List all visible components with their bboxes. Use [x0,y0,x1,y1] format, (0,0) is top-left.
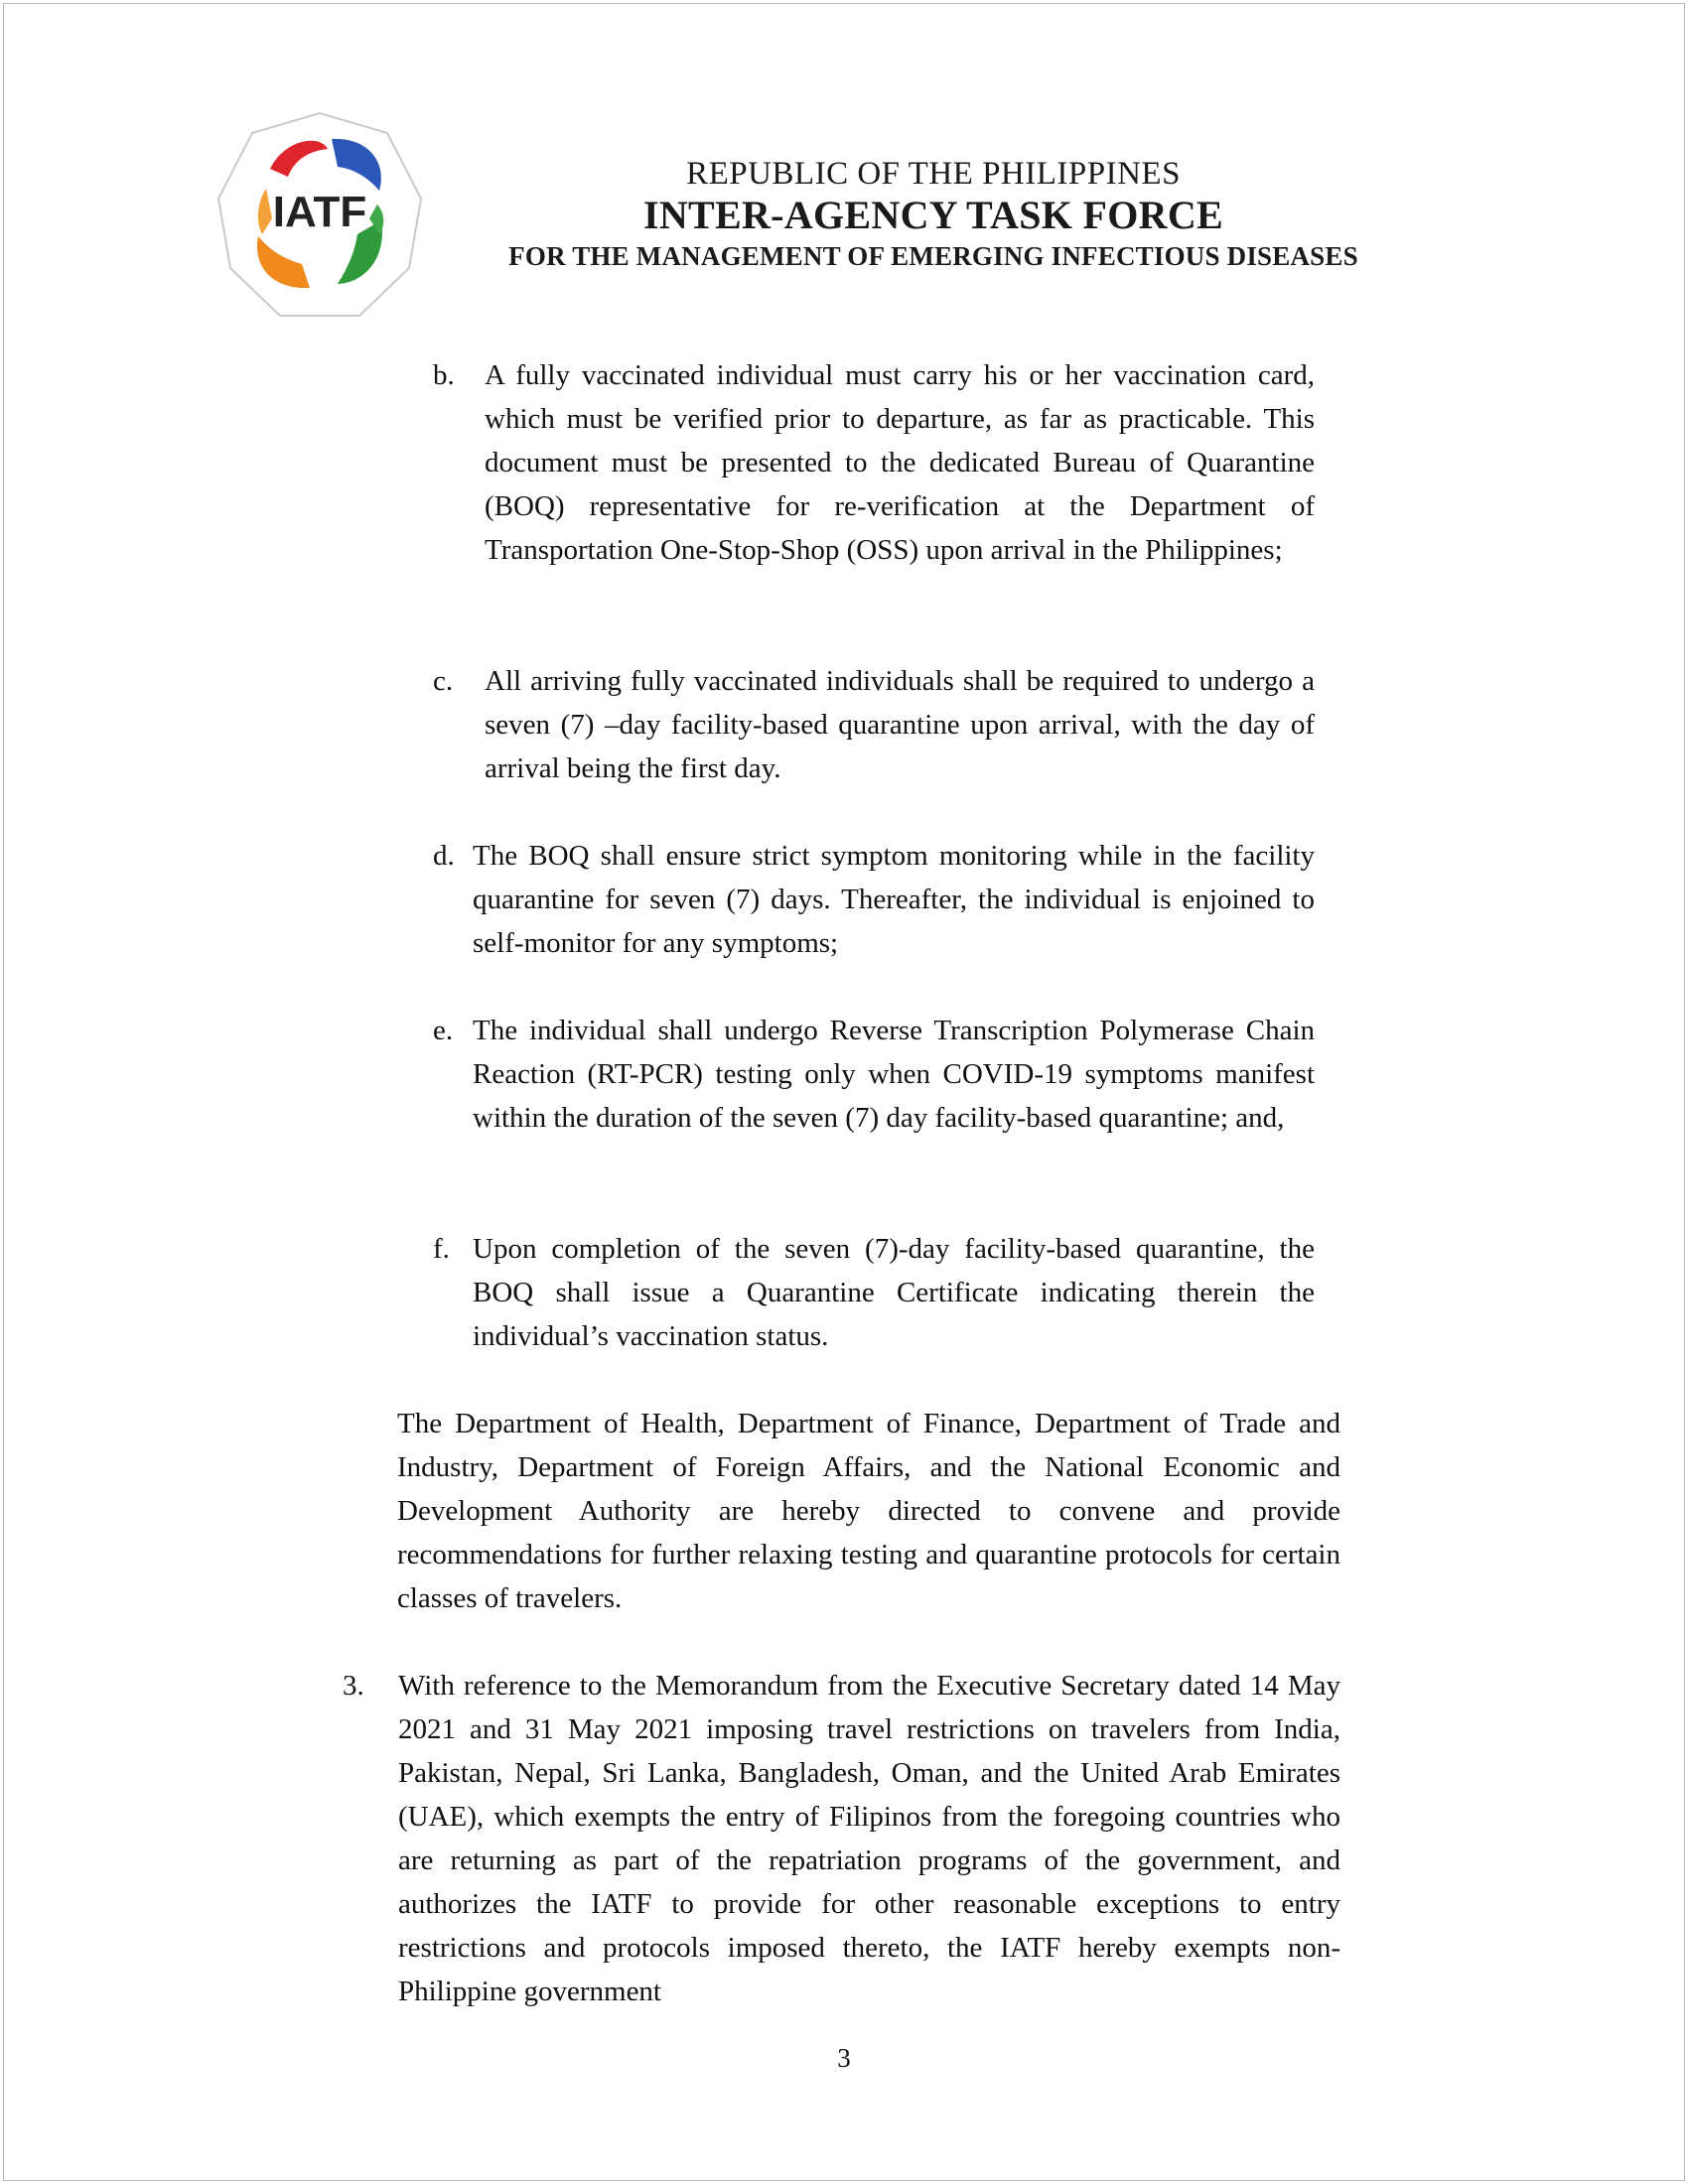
numbered-item-text: With reference to the Memorandum from the Executive Secretary dated 14 May 2021 and 31 May 2021 imposing travel restrictions on travelers from India, Pakistan, Nepal, Sri Lanka, Bangladesh, Oman, and the United Arab Emirates (UAE), which exempts the entry of Filipinos from the foregoing countries who are returning as part of the repatriation programs of the government, and authorizes the IATF to provide for other reasonable exceptions to entry restrictions and protocols imposed thereto, the IATF hereby exempts non-Philippine government [398,1670,1340,2007]
list-item-f [433,1227,1315,1358]
list-marker: b. [433,359,455,391]
list-marker: d. [433,840,455,872]
list-item-text: A fully vaccinated individual must carry his or her vaccination card, which must be verified prior to departure, as far as practicable. This document must be presented to the dedicated Bureau of Quarantine (BOQ) representative for re-verification at the Department of Transportation One-Stop-Shop (OSS) upon arrival in the Philippines; [485,359,1315,566]
letterhead-subtitle: FOR THE MANAGEMENT OF EMERGING INFECTIOUS DISEASES [508,241,1358,271]
letterhead-agency: INTER-AGENCY TASK FORCE [642,193,1223,237]
list-marker: e. [433,1015,454,1046]
list-item-b [433,353,1315,572]
letterhead-republic: REPUBLIC OF THE PHILIPPINES [686,156,1181,192]
page-number: 3 [837,2043,851,2073]
list-marker: c. [433,665,454,697]
item-number: 3. [343,1670,364,1702]
list-item-text: All arriving fully vaccinated individuals shall be required to undergo a seven (7) –day facility-based quarantine upon arrival, with the day of arrival being the first day. [485,665,1315,784]
iatf-logo-graphic [211,109,429,328]
iatf-logo [211,109,429,328]
list-item-e [433,1009,1315,1140]
list-item-text: Upon completion of the seven (7)-day facility-based quarantine, the BOQ shall issue a Quarantine Certificate indicating therein the individual’s vaccination status. [473,1233,1315,1352]
svg-text:IATF: IATF [272,188,367,236]
list-item-c [433,659,1315,790]
list-item-text: The individual shall undergo Reverse Transcription Polymerase Chain Reaction (RT-PCR) testing only when COVID-19 symptoms manifest within the duration of the seven (7) day facility-based quarantine; and, [473,1015,1315,1134]
letterhead [437,154,1430,275]
directive-paragraph: The Department of Health, Department of Finance, Department of Trade and Industry, Department of Foreign Affairs, and the National Economic and Development Authority are hereby directed to convene and provide recommendations for further relaxing testing and quarantine protocols for certain classes of travelers. [397,1408,1340,1614]
list-marker: f. [433,1233,450,1265]
list-item-text: The BOQ shall ensure strict symptom monitoring while in the facility quarantine for seven (7) days. Thereafter, the individual is enjoined to self-monitor for any symptoms; [473,840,1315,959]
list-item-d [433,834,1315,965]
